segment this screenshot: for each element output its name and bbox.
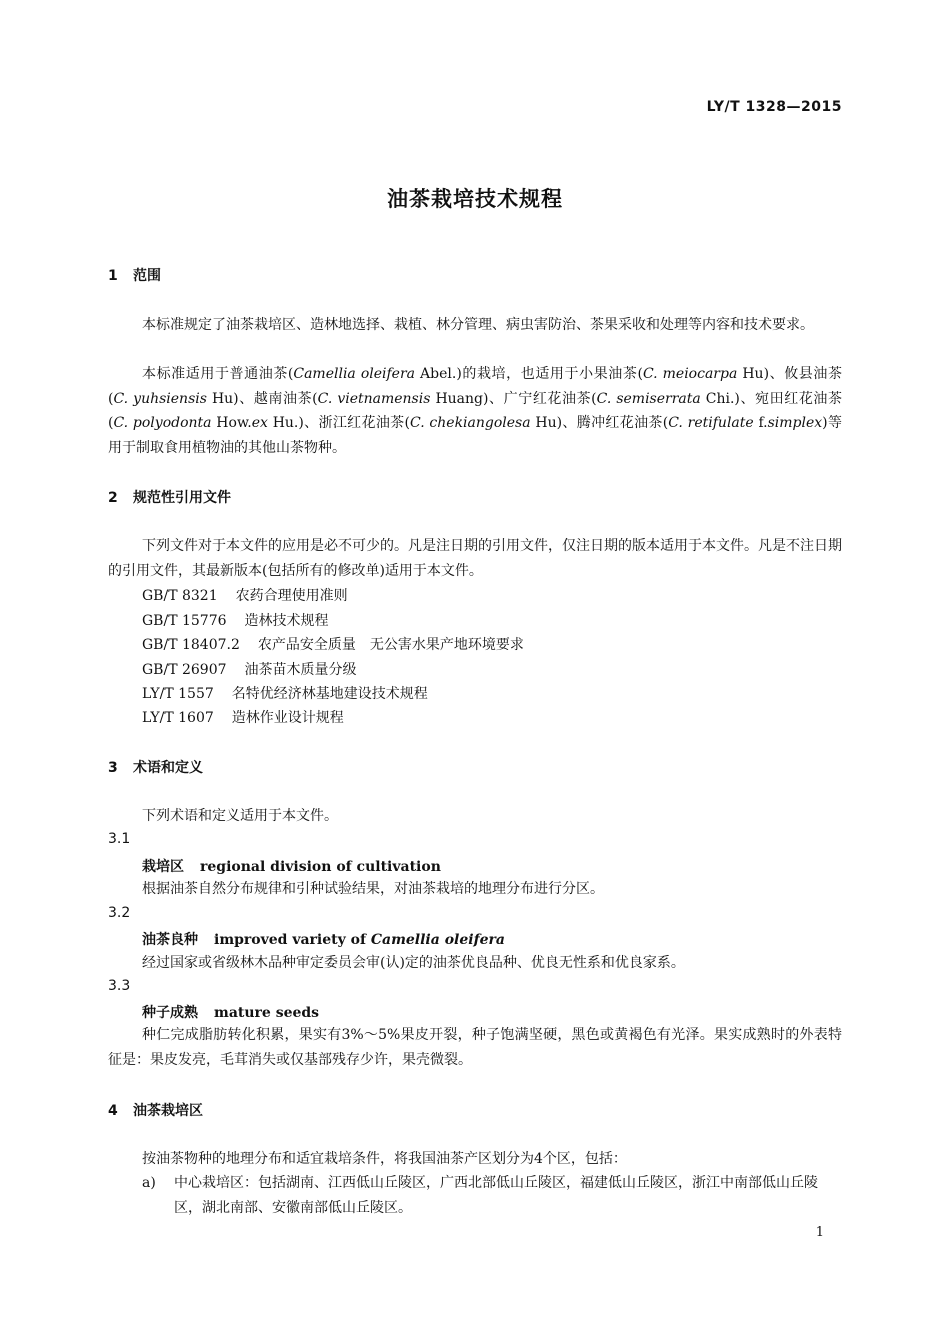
section-heading-regions: 4 油茶栽培区 xyxy=(108,1103,203,1119)
section-title: 范围 xyxy=(133,268,161,284)
reference-item: GB/T 15776 造林技术规程 xyxy=(142,613,329,629)
term-title: 栽培区 regional division of cultivation xyxy=(142,859,441,875)
list-item xyxy=(142,1171,842,1221)
term-number: 3.2 xyxy=(108,905,131,921)
reference-item: GB/T 8321 农药合理使用准则 xyxy=(142,588,348,604)
list-item-text: 中心栽培区：包括湖南、江西低山丘陵区，广西北部低山丘陵区，福建低山丘陵区，浙江中南部低山丘陵区，湖北南部、安徽南部低山丘陵区。 xyxy=(174,1175,818,1216)
reference-item: LY/T 1557 名特优经济林基地建设技术规程 xyxy=(142,686,428,702)
term-title: 油茶良种 improved variety of Camellia oleifera xyxy=(142,932,505,948)
scope-paragraph-1: 本标准规定了油茶栽培区、造林地选择、栽植、林分管理、病虫害防治、茶果采收和处理等内容和技术要求。 xyxy=(142,317,814,333)
term-number: 3.3 xyxy=(108,978,131,994)
section-heading-scope xyxy=(108,265,161,285)
reference-item: GB/T 26907 油茶苗木质量分级 xyxy=(142,662,357,678)
section-number: 1 xyxy=(108,268,118,284)
term-number: 3.1 xyxy=(108,831,131,847)
term-definition: 种仁完成脂肪转化积累，果实有3%～5%果皮开裂，种子饱满坚硬，黑色或黄褐色有光泽。果实成熟时的外表特征是：果皮发亮，毛茸消失或仅基部残存少许，果壳微裂。 xyxy=(108,1027,842,1068)
list-item-label: a) xyxy=(142,1175,156,1191)
section-heading-terms: 3 术语和定义 xyxy=(108,760,203,776)
page-title: 油茶栽培技术规程 xyxy=(387,187,563,211)
scope-paragraph-2: 本标准适用于普通油茶(Camellia oleifera Abel.)的栽培，也适用于小果油茶(C. meiocarpa Hu)、攸县油茶(C. yuhsiensis Hu)、越南油茶(C. vietnamensis Huang)、广宁红花油茶(C. semiserrata Chi.)、宛田红花油茶(C. polyodonta How.ex Hu.)、浙江红花油茶(C. chekiangolesa Hu)、腾冲红花油茶(C. retifulate f.simplex)等用于制取食用植物油的其他山茶物种。 xyxy=(108,366,842,456)
page-number: 1 xyxy=(815,1225,824,1240)
regions-intro: 按油茶物种的地理分布和适宜栽培条件，将我国油茶产区划分为4个区，包括： xyxy=(142,1151,627,1167)
term-definition: 根据油茶自然分布规律和引种试验结果，对油茶栽培的地理分布进行分区。 xyxy=(142,881,604,897)
reference-item: LY/T 1607 造林作业设计规程 xyxy=(142,710,344,726)
standard-code: LY/T 1328—2015 xyxy=(706,99,842,115)
reference-item: GB/T 18407.2 农产品安全质量 无公害水果产地环境要求 xyxy=(142,637,524,653)
term-title: 种子成熟 mature seeds xyxy=(142,1005,320,1021)
term-definition: 经过国家或省级林木品种审定委员会审(认)定的油茶优良品种、优良无性系和优良家系。 xyxy=(142,955,685,971)
normative-intro: 下列文件对于本文件的应用是必不可少的。凡是注日期的引用文件，仅注日期的版本适用于本文件。凡是不注日期的引用文件，其最新版本(包括所有的修改单)适用于本文件。 xyxy=(108,538,842,579)
terms-intro: 下列术语和定义适用于本文件。 xyxy=(142,808,338,824)
section-heading-normative-references: 2 规范性引用文件 xyxy=(108,490,231,506)
